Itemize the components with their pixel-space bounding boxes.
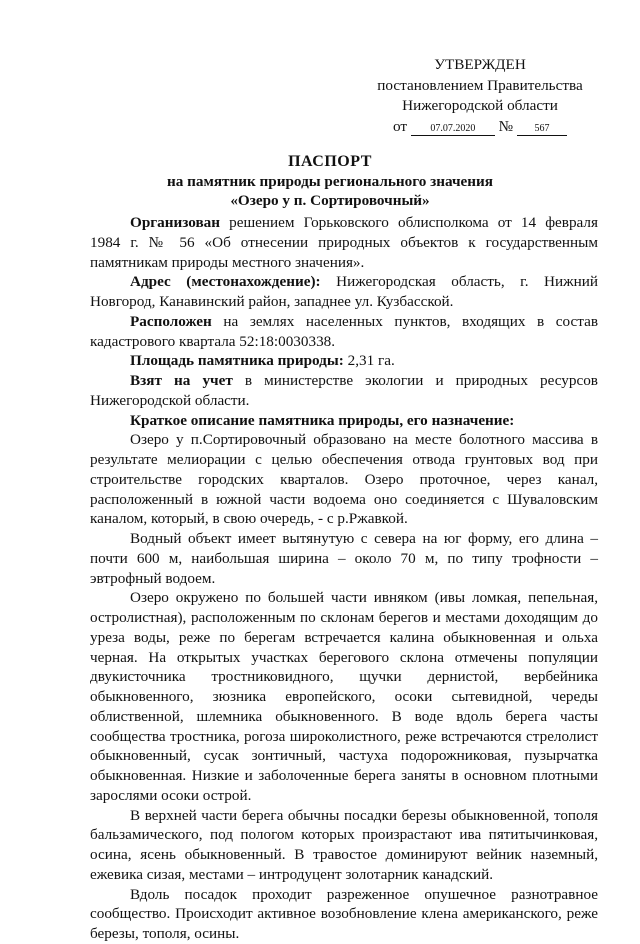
title-passport: ПАСПОРТ (288, 153, 372, 170)
paragraph-line: остролистная), расположенным по склонам берегов и местами доходящим до (90, 609, 598, 626)
approval-authority: Нижегородской области (402, 97, 558, 114)
paragraph-organized (90, 213, 598, 272)
paragraph-line: черная. На открытых участках берегового склона отмечены популяции (90, 648, 598, 666)
paragraph-line: обыкновенного, зюзника европейского, осоки сытевидной, череды (90, 688, 598, 705)
paragraph-line: кадастрового квартала 52:18:0030338. (90, 332, 336, 350)
paragraph-line (90, 272, 598, 292)
paragraph-line: Вдоль посадок проходит разреженное опушечное разнотравное (130, 885, 598, 903)
paragraph-line: расположенный в южной части водоема оно соединяется с Шуваловским (90, 490, 598, 508)
paragraph-line: бальзамического, под пологом которых произрастают ива пятитычинковая, (90, 826, 598, 844)
approval-number-sign: № (498, 117, 514, 135)
paragraph-line: Озеро окружено по большей части ивняком (ивы ломкая, пепельная, (130, 589, 598, 607)
paragraph-line: результате мелиорации с целью обеспечения отвода грунтовых вод при (90, 451, 598, 468)
paragraph-address (90, 272, 598, 312)
paragraph-vegetation (90, 588, 598, 805)
paragraph-line (90, 312, 598, 332)
paragraph-lake-origin (90, 430, 598, 529)
paragraph-line: Нижегородской области. (90, 391, 250, 409)
paragraph-line: облиственной, шлемника обыкновенного. В воде вдоль берега часты (90, 707, 598, 725)
paragraph-text: в министерстве экологии и природных ресурсов (232, 372, 598, 389)
paragraph-description-heading (90, 411, 598, 431)
paragraph-line: обыкновенная. Низкие и заболоченные берега заняты в основном плотными (90, 767, 598, 784)
paragraph-line: почти 600 м, наибольшая ширина – около 70 м, по типу трофности – (90, 549, 598, 567)
paragraph-upper-bank (90, 806, 598, 885)
paragraph-text: Нижегородская область, г. Нижний (320, 273, 598, 291)
approval-from-label: от (393, 117, 408, 135)
approval-decree: постановлением Правительства (377, 76, 583, 94)
paragraph-line: зарослями осоки острой. (90, 786, 252, 804)
paragraph-line: Озеро у п.Сортировочный образовано на месте болотного массива в (130, 431, 598, 449)
paragraph-line: Водный объект имеет вытянутую с севера на юг форму, его длина – (130, 530, 598, 547)
paragraph-line: уреза воды, реже по берегам встречается калина обыкновенная и ольха (90, 628, 598, 646)
paragraph-line (90, 213, 598, 233)
document-body (90, 213, 598, 944)
area-label: Площадь памятника природы: (130, 352, 344, 370)
title-subtitle: на памятник природы регионального значения (166, 172, 494, 190)
paragraph-text: на землях населенных пунктов, входящих в состав (211, 312, 598, 330)
title-object-name: «Озеро у п. Сортировочный» (230, 192, 430, 209)
paragraph-text: решением Горьковского облисполкома от 14 февраля (220, 214, 598, 231)
paragraph-line: В верхней части берега обычны посадки березы обыкновенной, тополя (130, 806, 598, 824)
paragraph-line: обыкновенный, сусак зонтичный, частуха подорожниковая, пузырчатка (90, 747, 598, 765)
approval-number: 567 (517, 123, 567, 136)
location-label: Расположен (130, 312, 212, 330)
paragraph-line: осина, ясень обыкновенный. В травостое доминируют вейник наземный, (90, 846, 598, 863)
approval-date-line (360, 117, 600, 138)
approval-date: 07.07.2020 (411, 123, 495, 136)
paragraph-line: 1984 г. № 56 «Об отнесении природных объектов к государственным (90, 233, 598, 251)
area-value: 2,31 га. (343, 352, 395, 370)
paragraph-line: эвтрофный водоем. (90, 569, 216, 587)
approval-block (360, 55, 600, 137)
paragraph-line: памятникам природы местного значения». (90, 253, 365, 271)
paragraph-line: сообщества тростника, рогоза широколистного, реже встречаются стрелолист (90, 727, 598, 745)
approval-heading: УТВЕРЖДЕН (434, 56, 526, 73)
paragraph-line: двукисточника тростниковидного, щучки дернистой, вербейника (90, 668, 598, 686)
paragraph-line: ежевика сизая, местами – интродуцент золотарник канадский. (90, 865, 494, 883)
description-heading: Краткое описание памятника природы, его назначение: (130, 411, 515, 429)
paragraph-registered (90, 371, 598, 411)
address-label: Адрес (местонахождение): (130, 273, 321, 291)
paragraph-area (90, 351, 598, 371)
organized-label: Организован (130, 214, 221, 231)
paragraph-line: сообщество. Происходит активное возобновление клена американского, реже (90, 905, 598, 923)
document-title (90, 152, 570, 211)
paragraph-line: строительстве городских кварталов. Озеро проточное, через канал, (90, 470, 598, 488)
paragraph-line (90, 351, 598, 371)
paragraph-plantings (90, 885, 598, 944)
paragraph-line: каналом, который, в свою очередь, - с р.Ржавкой. (90, 510, 408, 528)
registered-label: Взят на учет (130, 372, 233, 389)
paragraph-lake-shape (90, 529, 598, 588)
paragraph-location (90, 312, 598, 352)
paragraph-line (90, 371, 598, 391)
paragraph-line: Новгород, Канавинский район, западнее ул. Кузбасской. (90, 293, 454, 310)
paragraph-line: березы, тополя, осины. (90, 925, 240, 942)
